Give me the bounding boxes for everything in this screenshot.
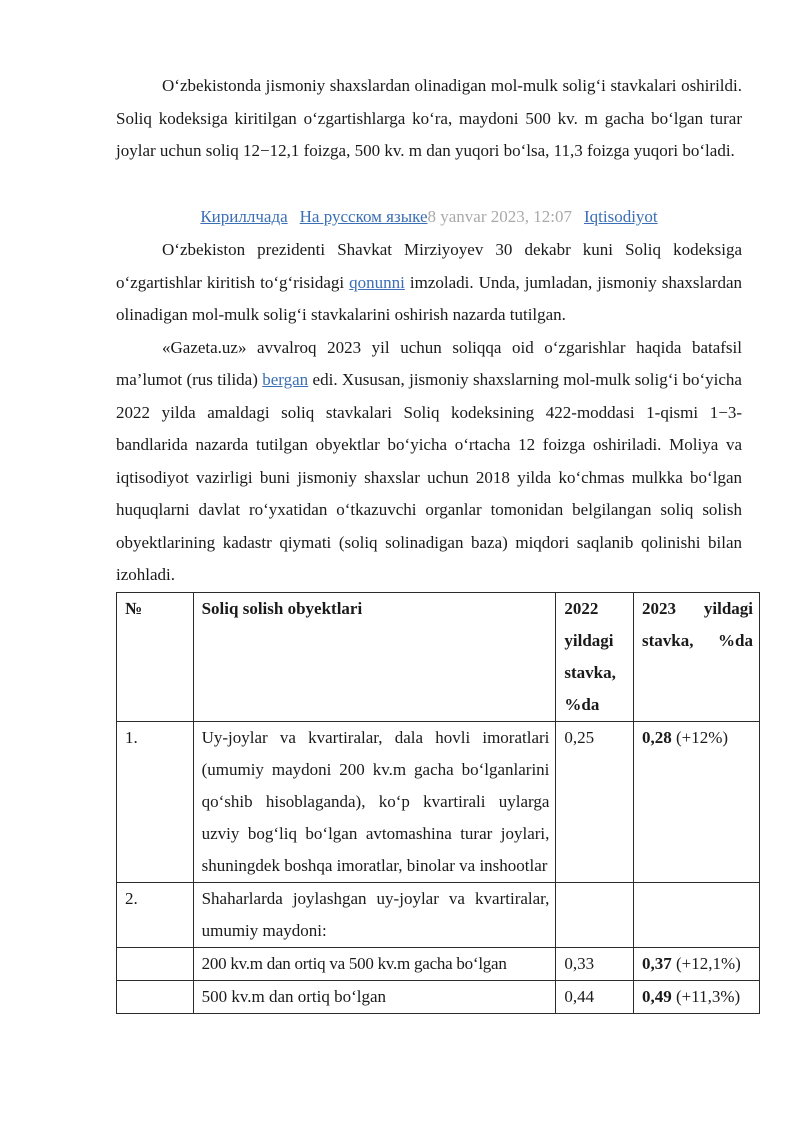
gazeta-link[interactable]: bergan [262, 370, 309, 389]
table-row [117, 948, 760, 981]
cyrillic-link[interactable]: Кириллчада [200, 207, 288, 226]
row-rate-change: (+12,1%) [676, 954, 741, 973]
header-rate-2022: 2022 yildagi stavka, %da [556, 593, 634, 722]
row-rate-2022 [556, 883, 634, 948]
paragraph-law-text-1: O‘zbekiston prezidenti Shavkat Mirziyoyev 30 dekabr kuni Soliq kodeksiga o‘zgartishlar kiritish to‘g‘risidagi [116, 240, 742, 292]
article-meta [116, 201, 742, 233]
row-rate-2022: 0,33 [556, 948, 634, 981]
row-number: 1. [117, 722, 194, 883]
row-number [117, 981, 194, 1014]
paragraph-law [116, 234, 742, 332]
row-rate-2023: 0,49 [642, 987, 672, 1006]
intro-paragraph: O‘zbekistonda jismoniy shaxslardan olinadigan mol-mulk solig‘i stavkalari oshirildi. Soliq kodeksiga kiritilgan o‘zgartishlarga ko‘ra, maydoni 500 kv. m gacha bo‘lgan turar joylar uchun soliq 12−12,1 foizga, 500 kv. m dan yuqori bo‘lsa, 11,3 foizga yuqori bo‘ladi. [116, 76, 742, 160]
article-body [116, 234, 742, 592]
tax-rate-table [116, 592, 760, 1014]
row-rate-2023: 0,28 [642, 728, 672, 747]
row-object: Uy-joylar va kvartiralar, dala hovli imoratlari (umumiy maydoni 200 kv.m gacha bo‘lganlarini qo‘shib hisoblaganda), ko‘p kvartirali uylarga uzviy bog‘liq bo‘lgan avtomashina turar joylari, shuningdek boshqa imoratlar, binolar va inshootlar [193, 722, 556, 883]
header-rate-2023: 2023 yildagi stavka, %da [634, 593, 760, 722]
paragraph-law-text-2: imzoladi. Unda, jumladan, jismoniy shaxslardan olinadigan mol-mulk solig‘i stavkalarini oshirish nazarda tutilgan. [116, 272, 742, 324]
row-number: 2. [117, 883, 194, 948]
law-link[interactable]: qonunni [349, 272, 405, 292]
paragraph-gazeta [116, 332, 742, 592]
table-row [117, 981, 760, 1014]
row-rate-2022: 0,44 [556, 981, 634, 1014]
table-header-row [117, 593, 760, 722]
paragraph-gazeta-text-2: edi. Xususan, jismoniy shaxslarning mol-mulk solig‘i bo‘yicha 2022 yilda amaldagi soliq stavkalari Soliq kodeksining 422-moddasi 1-qismi 1−3-bandlarida nazarda tutilgan obyektlar bo‘yicha o‘rtacha 12 foizga oshiriladi. Moliya va iqtisodiyot vazirligi buni jismoniy shaxslar uchun 2018 yilda ko‘chmas mulkka bo‘lgan huquqlarni davlat ro‘yxatidan o‘tkazuvchi organlar tomonidan belgilangan soliq solish obyektlarining kadastr qiymati (soliq solinadigan baza) miqdori saqlanib qolinishi bilan izohladi. [116, 370, 742, 584]
table-row [117, 722, 760, 883]
row-rate-2022: 0,25 [556, 722, 634, 883]
row-object: 200 kv.m dan ortiq va 500 kv.m gacha bo‘lgan [193, 948, 556, 981]
row-number [117, 948, 194, 981]
russian-link[interactable]: На русском языке [299, 207, 428, 226]
row-rate-2023-cell [634, 948, 760, 981]
publish-date: 8 yanvar 2023, 12:07 [427, 207, 572, 226]
category-link[interactable]: Iqtisodiyot [583, 207, 658, 226]
row-rate-2023-cell [634, 883, 760, 948]
paragraph-gazeta-text-1: «Gazeta.uz» avvalroq 2023 yil uchun soliqqa oid o‘zgarishlar haqida batafsil ma’lumot (rus tilida) [116, 337, 742, 389]
row-rate-change: (+11,3%) [676, 987, 741, 1006]
header-objects: Soliq solish obyektlari [193, 593, 556, 722]
row-object: 500 kv.m dan ortiq bo‘lgan [193, 981, 556, 1014]
row-rate-2023-cell [634, 722, 760, 883]
row-rate-2023: 0,37 [642, 954, 672, 973]
row-rate-change: (+12%) [676, 728, 729, 747]
row-rate-2023-cell [634, 981, 760, 1014]
row-object: Shaharlarda joylashgan uy-joylar va kvartiralar, umumiy maydoni: [193, 883, 556, 948]
table-row [117, 883, 760, 948]
header-number: № [117, 593, 194, 722]
